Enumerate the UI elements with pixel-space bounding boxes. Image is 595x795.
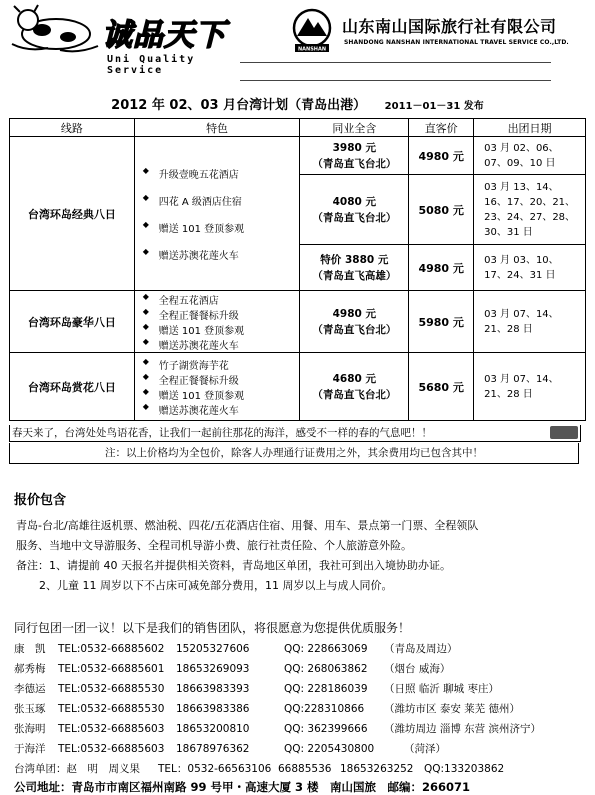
route-features: [134, 137, 300, 291]
contact-tel: TEL:0532-66885601: [58, 663, 165, 675]
contact-tel: TEL:0532-66885603: [58, 723, 165, 735]
contact-tel: TEL:0532-66885530: [58, 683, 165, 695]
contact-area: （日照 临沂 聊城 枣庄）: [384, 683, 500, 695]
feature-item: ◆ 全程五花酒店: [143, 292, 300, 307]
price-note: 注：以上价格均为全包价，除客人办理通行证费用之外，其余费用均已包含其中！: [9, 443, 579, 464]
section-heading-team: 同行包团一团一议！以下是我们的销售团队，将很愿意为您提供优质服务！: [14, 621, 411, 635]
company-name: 山东南山国际旅行社有限公司: [342, 17, 557, 36]
feature-item: ◆ 全程正餐餐标升级: [143, 372, 300, 387]
contact-mobile: 66885536: [278, 763, 332, 775]
feature-item: ◆ 赠送苏澳花莲火车: [143, 247, 300, 262]
trade-price: 特价 3880 元 （青岛直飞高雄）: [300, 245, 409, 291]
column-header: 同业全含: [300, 119, 409, 137]
departure-dates: 03 月 07、14、 21、28 日: [474, 291, 586, 353]
header-rule: [240, 80, 551, 81]
contact-name: 李德运: [14, 683, 46, 695]
trade-price: 3980 元 （青岛直飞台北）: [300, 137, 409, 175]
column-header: 直客价: [409, 119, 474, 137]
table-row: [10, 353, 586, 421]
column-header: 线路: [10, 119, 135, 137]
contact-row: [14, 741, 446, 756]
contact-qq: QQ: 2205430800: [284, 743, 375, 755]
direct-price: 4980 元: [409, 137, 474, 175]
include-line: 服务、当地中文导游服务、全程司机导游小费、旅行社责任险、个人旅游意外险。: [16, 539, 412, 552]
table-header-row: [10, 119, 586, 137]
contact-tel: TEL:0532-66885603: [58, 743, 165, 755]
contact-mobile: 15205327606: [176, 643, 250, 655]
contact-mobile: 18653269093: [176, 663, 250, 675]
route-name: 台湾环岛经典八日: [10, 137, 135, 291]
contact-qq: 18653263252 QQ:133203862: [340, 763, 505, 775]
contact-name: 康 凯: [14, 643, 46, 655]
spring-banner: [9, 425, 581, 442]
feature-item: ◆ 竹子湖赏海芋花: [143, 357, 300, 372]
feature-item: ◆ 升级壹晚五花酒店: [143, 166, 300, 181]
include-details: [16, 516, 582, 596]
feature-item: ◆ 赠送 101 登顶参观: [143, 387, 300, 402]
contact-mobile: 18653200810: [176, 723, 250, 735]
brand-name: 诚品天下: [102, 18, 226, 53]
title-text: 2012 年 02、03 月台湾计划（青岛出港）: [111, 98, 367, 113]
include-line: 青岛-台北/高雄往返机票、燃油税、四花/五花酒店住宿、用餐、用车、景点第一门票、全程领队: [16, 519, 479, 532]
contact-qq: QQ: 362399666: [284, 723, 368, 735]
contact-tel: TEL：0532-66563106: [158, 763, 272, 775]
route-features: [134, 291, 300, 353]
contact-row: [14, 721, 541, 736]
spring-text: 春天来了，台湾处处鸟语花香，让我们一起前往那花的海洋，感受不一样的春的气息吧！！: [12, 427, 432, 439]
contact-row: [14, 681, 499, 696]
flower-photo-icon: [550, 426, 578, 439]
direct-price: 5980 元: [409, 291, 474, 353]
route-name: 台湾环岛豪华八日: [10, 291, 135, 353]
route-name: 台湾环岛赏花八日: [10, 353, 135, 421]
feature-item: ◆ 全程正餐餐标升级: [143, 307, 300, 322]
direct-price: 5080 元: [409, 175, 474, 245]
contact-row: [14, 641, 458, 656]
contact-tel: TEL:0532-66885530: [58, 703, 165, 715]
contact-area: （烟台 威海）: [384, 663, 451, 675]
departure-dates: 03 月 02、06、 07、09、10 日: [474, 137, 586, 175]
contact-name: 张玉琢: [14, 703, 46, 715]
contact-area: （菏泽）: [404, 743, 446, 755]
remark-line: 备注：1、请提前 40 天报名并提供相关资料，青岛地区单团，我社可到出入境协助办证。: [16, 559, 451, 572]
departure-dates: 03 月 07、14、 21、28 日: [474, 353, 586, 421]
contact-name: 于海洋: [14, 743, 46, 755]
company-address: 公司地址：青岛市市南区福州南路 99 号甲・高速大厦 3 楼 南山国旅 邮编：266071: [14, 780, 471, 794]
contact-row: [14, 661, 450, 676]
direct-price: 4980 元: [409, 245, 474, 291]
company-name-en: SHANDONG NANSHAN INTERNATIONAL TRAVEL SERVICE CO.,LTD.: [344, 39, 569, 46]
contact-mobile: 18663983386: [176, 703, 250, 715]
page-title: [0, 94, 595, 113]
nanshan-mountain-icon: [292, 8, 332, 54]
section-heading-include: 报价包含: [14, 493, 67, 508]
trade-price: 4680 元 （青岛直飞台北）: [300, 353, 409, 421]
header-rule: [240, 62, 551, 63]
tour-plan-table: [9, 118, 586, 421]
direct-price: 5680 元: [409, 353, 474, 421]
cow-mascot-icon: [8, 4, 104, 54]
contact-qq: QQ: 228186039: [284, 683, 368, 695]
publish-date: 2011－01－31 发布: [384, 101, 484, 112]
column-header: 特色: [134, 119, 300, 137]
contact-row: [14, 701, 520, 716]
feature-item: ◆ 四花 A 级酒店住宿: [143, 193, 300, 208]
brand-slogan: Uni Quality Service: [107, 54, 196, 76]
contact-name: 张海明: [14, 723, 46, 735]
contact-name: 郝秀梅: [14, 663, 46, 675]
contact-name: 台湾单团：赵 明 周义果: [14, 763, 140, 775]
contact-qq: QQ: 228663069: [284, 643, 368, 655]
remark-line: 2、儿童 11 周岁以下不占床可减免部分费用，11 周岁以上与成人同价。: [39, 579, 393, 592]
contact-area: （潍坊周边 淄博 东营 滨州济宁）: [384, 723, 542, 735]
feature-item: ◆ 赠送苏澳花莲火车: [143, 337, 300, 352]
feature-item: ◆ 赠送苏澳花莲火车: [143, 402, 300, 417]
contact-qq: QQ: 268063862: [284, 663, 368, 675]
brand-logo: [4, 4, 254, 76]
feature-item: ◆ 赠送 101 登顶参观: [143, 220, 300, 235]
trade-price: 4980 元 （青岛直飞台北）: [300, 291, 409, 353]
contact-mobile: 18663983393: [176, 683, 250, 695]
contact-mobile: 18678976362: [176, 743, 250, 755]
contact-qq: QQ:228310866: [284, 703, 365, 715]
departure-dates: 03 月 03、10、 17、24、31 日: [474, 245, 586, 291]
contact-area: （青岛及周边）: [384, 643, 458, 655]
column-header: 出团日期: [474, 119, 586, 137]
contact-tel: TEL:0532-66885602: [58, 643, 165, 655]
company-logo: [290, 8, 590, 58]
feature-item: ◆ 赠送 101 登顶参观: [143, 322, 300, 337]
contact-area: （潍坊市区 泰安 莱芜 德州）: [384, 703, 521, 715]
table-row: [10, 291, 586, 353]
trade-price: 4080 元 （青岛直飞台北）: [300, 175, 409, 245]
route-features: [134, 353, 300, 421]
contact-row: [14, 761, 504, 776]
company-logo-text: NANSHAN: [297, 46, 327, 53]
departure-dates: 03 月 13、14、 16、17、20、21、 23、24、27、28、 30、31 日: [474, 175, 586, 245]
table-row: [10, 137, 586, 175]
